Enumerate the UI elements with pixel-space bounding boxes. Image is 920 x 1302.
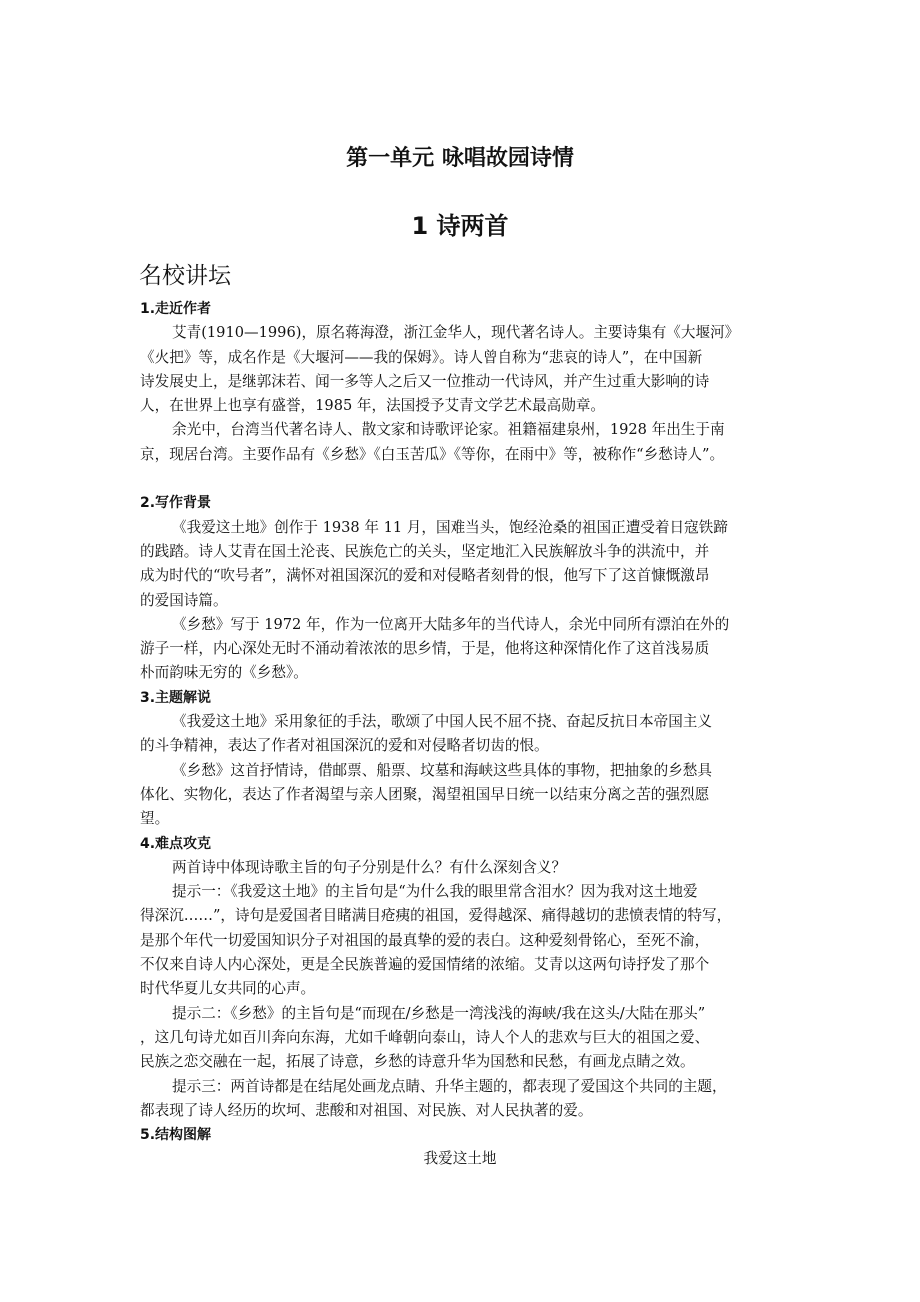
paragraph	[140, 418, 820, 467]
paragraph	[140, 613, 820, 686]
text-line: 不仅来自诗人内心深处，更是全民族普遍的爱国情绪的浓缩。艾青以这两句诗抒发了那个	[140, 956, 710, 974]
text-line: 游子一样，内心深处无时不涌动着浓浓的思乡情，于是，他将这种深情化作了这首浅易质	[140, 640, 710, 658]
text-line: 《我爱这土地》创作于 1938 年 11 月，国难当头，饱经沧桑的祖国正遭受着日寇铁蹄	[172, 518, 728, 536]
text-line: 余光中，台湾当代著名诗人、散文家和诗歌评论家。祖籍福建泉州，1928 年出生于南	[172, 421, 725, 439]
paragraph	[140, 1075, 820, 1124]
paragraph	[140, 1002, 820, 1075]
text-line: 的践踏。诗人艾青在国土沦丧、民族危亡的关头，坚定地汇入民族解放斗争的洪流中，并	[140, 542, 710, 560]
text-line: 两首诗中体现诗歌主旨的句子分别是什么？有什么深刻含义？	[172, 858, 567, 876]
paragraph	[140, 856, 820, 880]
section	[140, 832, 820, 1124]
text-line: 望。	[140, 810, 170, 828]
section	[140, 491, 820, 685]
blank-line	[140, 467, 820, 491]
section	[140, 1123, 820, 1172]
paragraph	[140, 710, 820, 759]
text-line: 提示三：两首诗都是在结尾处画龙点睛、升华主题的，都表现了爱国这个共同的主题，	[172, 1077, 727, 1095]
section-heading: 4.难点攻克	[140, 835, 212, 852]
paragraph	[140, 880, 820, 1001]
text-line: 朴而韵味无穷的《乡愁》。	[140, 664, 308, 682]
text-line: ，这几句诗尤如百川奔向东海，尤如千峰朝向泰山，诗人个人的悲欢与巨大的祖国之爱、	[140, 1028, 710, 1046]
unit-title: 第一单元 咏唱故园诗情	[346, 146, 574, 171]
paragraph	[140, 321, 820, 418]
text-line: 时代华夏儿女共同的心声。	[140, 980, 316, 998]
text-line: 成为时代的“吹号者”，满怀对祖国深沉的爱和对侵略者刻骨的恨，他写下了这首慷慨激昂	[140, 567, 710, 585]
text-line: 得深沉……”，诗句是爱国者目睹满目疮痍的祖国，爱得越深、痛得越切的悲愤表情的特写，	[140, 907, 732, 925]
paragraph	[140, 759, 820, 832]
section-heading: 1.走近作者	[140, 301, 212, 317]
lesson-title: 1 诗两首	[411, 212, 509, 240]
section-heading: 3.主题解说	[140, 689, 212, 706]
text-line: 都表现了诗人经历的坎坷、悲酸和对祖国、对民族、对人民执著的爱。	[140, 1101, 593, 1119]
text-line: 提示二：《乡愁》的主旨句是“而现在/乡愁是一湾浅浅的海峡/我在这头/大陆在那头”	[172, 1004, 706, 1022]
text-line: 体化、实物化，表达了作者渴望与亲人团聚，渴望祖国早日统一以结束分离之苦的强烈愿	[140, 785, 710, 803]
text-line: 艾青(1910—1996)，原名蒋海澄，浙江金华人，现代著名诗人。主要诗集有《大堰河》	[172, 324, 740, 342]
section-heading: 2.写作背景	[140, 495, 212, 512]
paragraph	[140, 516, 820, 613]
diagram-title: 我爱这土地	[423, 1150, 497, 1168]
text-line: 民族之恋交融在一起，拓展了诗意，乡愁的诗意升华为国愁和民愁，有画龙点睛之效。	[140, 1053, 695, 1071]
text-line: 诗发展史上，是继郭沫若、闻一多等人之后又一位推动一代诗风，并产生过重大影响的诗	[140, 372, 710, 390]
text-line: 人，在世界上也享有盛誉，1985 年，法国授予艾青文学艺术最高勋章。	[140, 397, 606, 415]
text-line: 《我爱这土地》采用象征的手法，歌颂了中国人民不屈不挠、奋起反抗日本帝国主义	[172, 713, 712, 731]
section	[140, 686, 820, 832]
forum-section-title: 名校讲坛	[139, 263, 231, 289]
text-line: 《乡愁》这首抒情诗，借邮票、船票、坟墓和海峡这些具体的事物，把抽象的乡愁具	[172, 761, 712, 779]
text-line: 《乡愁》写于 1972 年，作为一位离开大陆多年的当代诗人，余光中同所有漂泊在外的	[172, 615, 730, 633]
text-line: 是那个年代一切爱国知识分子对祖国的最真挚的爱的表白。这种爱刻骨铭心，至死不渝，	[140, 931, 710, 949]
text-line: 提示一：《我爱这土地》的主旨句是“为什么我的眼里常含泪水？因为我对这土地爱	[172, 883, 698, 901]
text-line: 的斗争精神，表达了作者对祖国深沉的爱和对侵略者切齿的恨。	[140, 737, 549, 755]
text-line: 的爱国诗篇。	[140, 591, 228, 609]
text-line: 《火把》等，成名作是《大堰河——我的保姆》。诗人曾自称为“悲哀的诗人”，在中国新	[140, 348, 703, 366]
section-heading: 5.结构图解	[140, 1127, 212, 1144]
text-line: 京，现居台湾。主要作品有《乡愁》《白玉苦瓜》《等你，在雨中》等，被称作“乡愁诗人”。	[140, 445, 725, 463]
document-body	[140, 297, 820, 1172]
section	[140, 297, 820, 467]
